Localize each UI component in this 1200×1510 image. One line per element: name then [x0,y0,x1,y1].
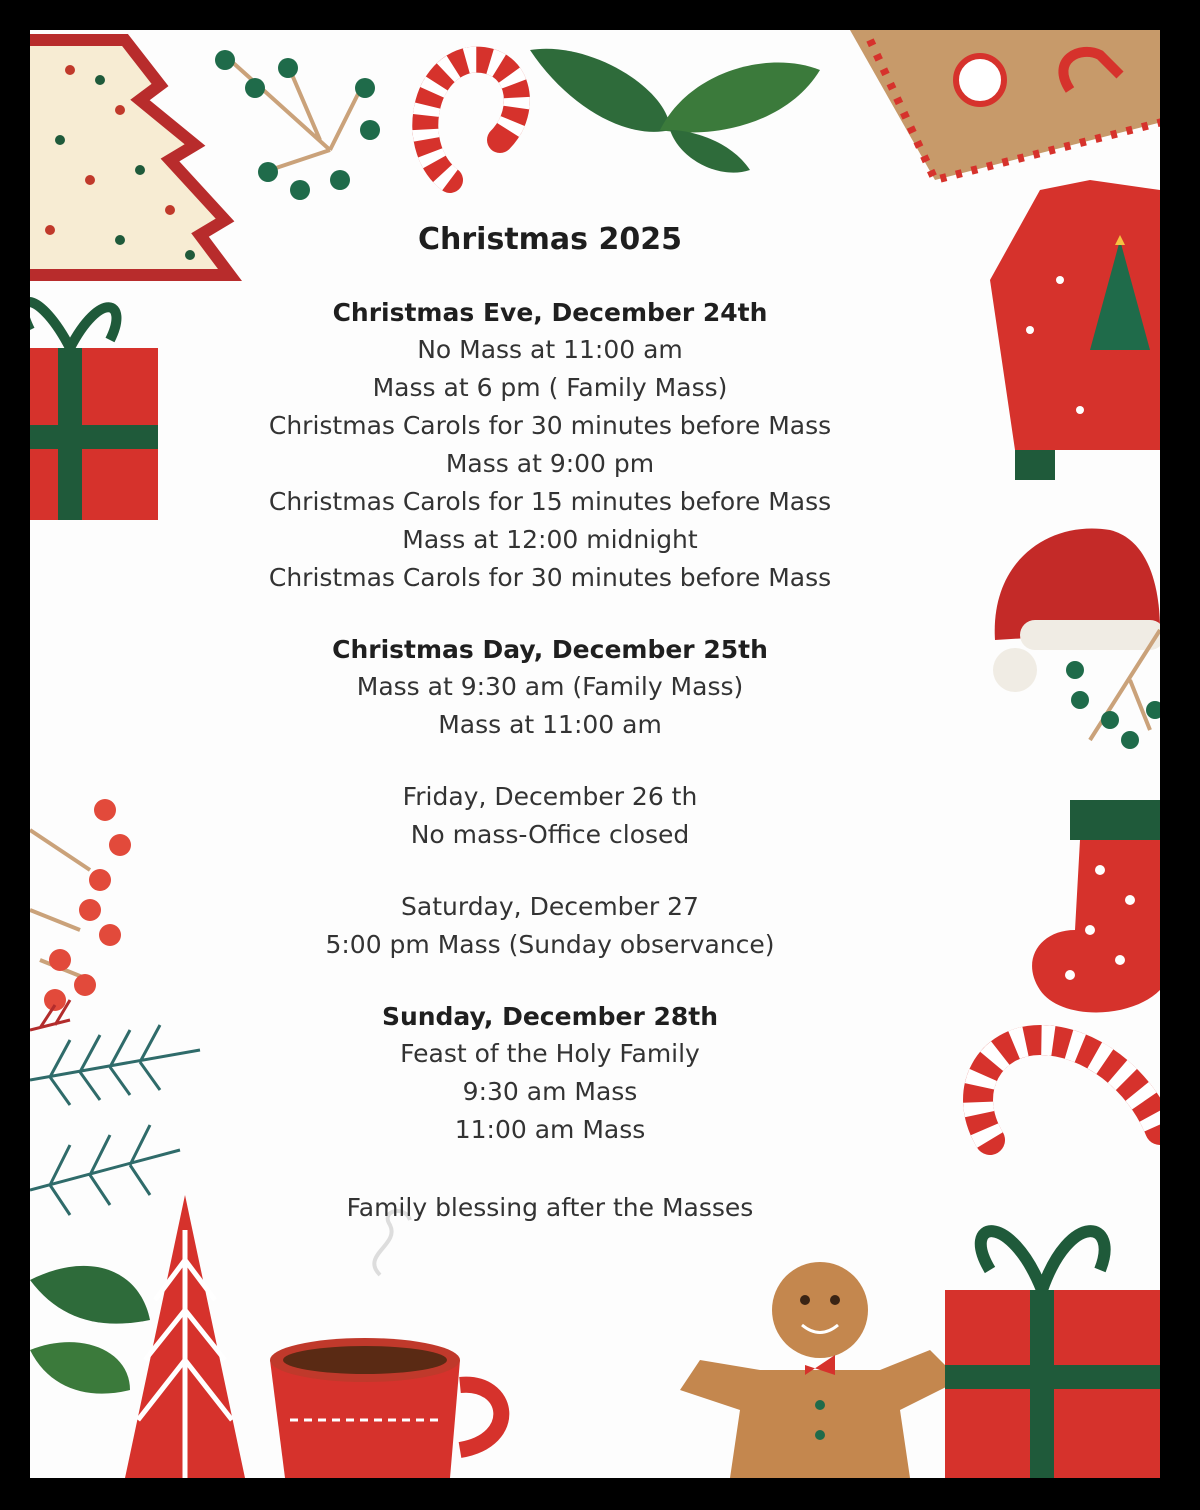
pine-branch-icon [30,1000,200,1215]
schedule-sections [190,294,910,1149]
berry-branch-icon [30,799,131,1011]
section-heading: Christmas Day, December 25th [332,635,768,664]
schedule-section [190,778,910,854]
schedule-line: 9:30 am Mass [462,1077,638,1106]
stocking-icon [1032,800,1160,1013]
gingerbread-house-icon [850,30,1160,180]
schedule-line: Christmas Carols for 15 minutes before Mass [268,487,832,516]
schedule-line: Christmas Carols for 30 minutes before Mass [268,411,832,440]
section-heading: Sunday, December 28th [381,1002,719,1031]
mug-icon [270,1211,501,1478]
schedule-line: Mass at 11:00 am [438,710,662,739]
holly-icon [530,49,820,173]
footer-note: Family blessing after the Masses [346,1193,754,1222]
schedule-section [190,631,910,744]
berry-branch-icon [215,50,380,200]
page-title: Christmas 2025 [418,222,682,257]
gift-box-icon [945,1231,1160,1478]
schedule-line: Mass at 12:00 midnight [402,525,698,554]
schedule-line: Mass at 9:00 pm [445,449,655,478]
candy-cane-icon [978,1040,1160,1140]
schedule-line: No Mass at 11:00 am [417,335,683,364]
schedule-line: 5:00 pm Mass (Sunday observance) [325,930,775,959]
schedule-line: Feast of the Holy Family [400,1039,700,1068]
schedule-line: 11:00 am Mass [454,1115,646,1144]
striped-tree-icon [125,1195,245,1478]
section-heading: Christmas Eve, December 24th [332,298,768,327]
schedule-section [190,294,910,597]
schedule-line: Friday, December 26 th [402,782,698,811]
schedule-line: Mass at 9:30 am (Family Mass) [356,672,744,701]
sweater-icon [990,180,1160,480]
schedule-section [190,888,910,964]
candy-cane-icon [425,60,517,180]
schedule-line: Christmas Carols for 30 minutes before Mass [268,563,832,592]
schedule-section [190,998,910,1149]
schedule-line: Mass at 6 pm ( Family Mass) [372,373,728,402]
schedule-content [190,220,910,1227]
schedule-line: Saturday, December 27 [401,892,699,921]
gingerbread-man-icon [680,1262,960,1478]
schedule-line: No mass-Office closed [410,820,690,849]
holly-icon [30,1266,150,1394]
gift-box-icon [30,302,158,520]
flyer-page [30,30,1160,1478]
